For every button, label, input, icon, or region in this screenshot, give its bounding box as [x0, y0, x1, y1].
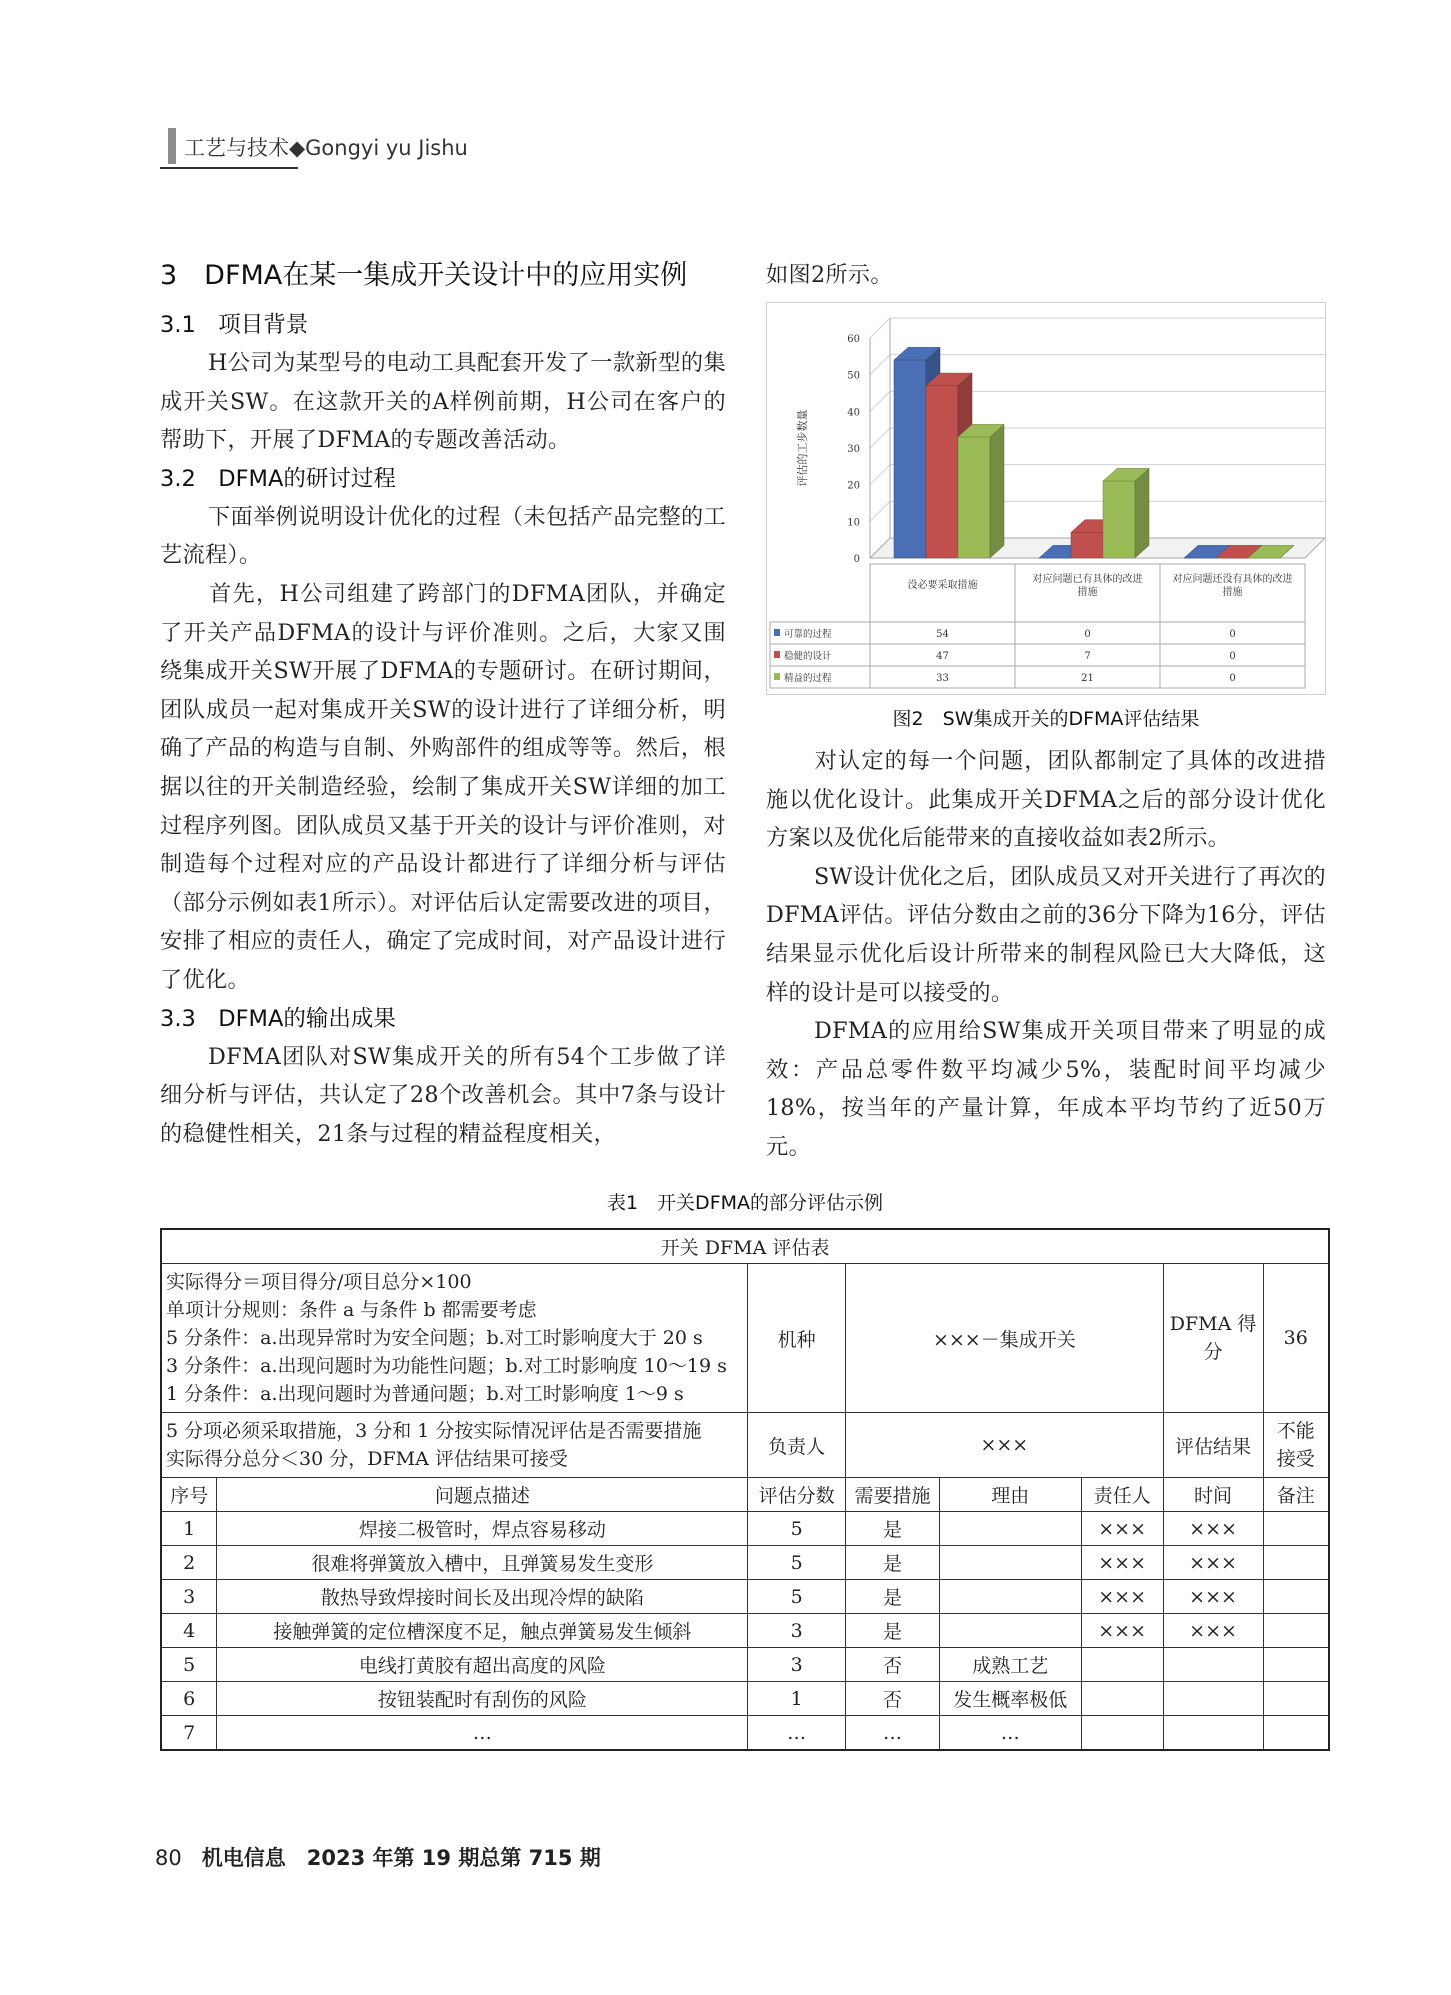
table-cell: 否 [846, 1682, 940, 1716]
left-column [160, 256, 726, 1153]
table-cell [1081, 1648, 1163, 1682]
result-label: 评估结果 [1163, 1413, 1263, 1478]
table-cell: ××× [1163, 1614, 1263, 1648]
table-caption: 表1 开关DFMA的部分评估示例 [606, 1192, 884, 1214]
table-row [161, 1546, 1329, 1580]
data-value-label: 54 [936, 629, 949, 640]
dfma-table [160, 1228, 1330, 1751]
bar [926, 386, 958, 558]
bar [958, 437, 990, 558]
legend-label: 稳健的设计 [784, 651, 832, 662]
model-value: ×××－集成开关 [846, 1264, 1164, 1413]
data-value-label: 0 [1229, 651, 1236, 662]
table-cell: 5 [161, 1648, 217, 1682]
score-label: DFMA 得分 [1163, 1264, 1263, 1413]
running-header [160, 128, 1330, 168]
page-footer [155, 1842, 601, 1872]
table-cell: 按钮装配时有刮伤的风险 [217, 1682, 748, 1716]
table-cell [939, 1546, 1081, 1580]
rule-line: 实际得分＝项目得分/项目总分×100 [166, 1271, 472, 1293]
category-label: 没必要采取措施 [907, 580, 978, 591]
category-label: 对应问题还没有具体的改进 [1172, 574, 1293, 585]
bar-side [990, 424, 1004, 558]
result-value: 不能接受 [1263, 1413, 1329, 1478]
paragraph-3-2-a: 下面举例说明设计优化的过程（未包括产品完整的工艺流程）。 [160, 503, 726, 569]
y-tick-label: 40 [847, 407, 860, 419]
table-cell [1263, 1546, 1329, 1580]
table-cell: 接触弹簧的定位槽深度不足，触点弹簧易发生倾斜 [217, 1614, 748, 1648]
model-label: 机种 [748, 1264, 846, 1413]
assessment-notes [161, 1413, 748, 1478]
table-cell: 1 [748, 1682, 846, 1716]
table-cell: 1 [161, 1512, 217, 1546]
table-cell: 很难将弹簧放入槽中，且弹簧易发生变形 [217, 1546, 748, 1580]
table-cell [1263, 1682, 1329, 1716]
table-cell: 2 [161, 1546, 217, 1580]
note-line: 5 分项必须采取措施，3 分和 1 分按实际情况评估是否需要措施 [166, 1420, 702, 1442]
rule-line: 3 分条件：a.出现问题时为功能性问题；b.对工时影响度 10～19 s [166, 1355, 727, 1377]
subsection-3-3-title: 3.3 DFMA的输出成果 [160, 1005, 396, 1032]
legend-swatch [774, 651, 780, 658]
data-value-label: 33 [936, 673, 949, 684]
table-cell: ××× [1163, 1512, 1263, 1546]
table-cell: ××× [1163, 1546, 1263, 1580]
owner-value: ××× [846, 1413, 1164, 1478]
table-cell: 发生概率极低 [939, 1682, 1081, 1716]
table-cell: ××× [1081, 1512, 1163, 1546]
col-header: 备注 [1263, 1478, 1329, 1512]
table-cell [1263, 1648, 1329, 1682]
table-cell: 焊接二极管时，焊点容易移动 [217, 1512, 748, 1546]
col-header: 时间 [1163, 1478, 1263, 1512]
table-cell: 7 [161, 1716, 217, 1751]
table-cell [939, 1580, 1081, 1614]
note-line: 实际得分总分＜30 分，DFMA 评估结果可接受 [166, 1448, 568, 1470]
page-number: 80 [155, 1846, 182, 1870]
header-text: 工艺与技术◆Gongyi yu Jishu [184, 136, 468, 160]
bar [894, 360, 926, 558]
paragraph-figure-ref: 如图2所示。 [766, 262, 893, 288]
header-bar [168, 128, 176, 164]
table-cell: 5 [748, 1580, 846, 1614]
table-row [161, 1716, 1329, 1751]
table-cell: 是 [846, 1546, 940, 1580]
table-cell: … [939, 1716, 1081, 1751]
col-header: 序号 [161, 1478, 217, 1512]
score-value: 36 [1263, 1264, 1329, 1413]
y-tick-label: 50 [847, 370, 860, 382]
section-title: 3 DFMA在某一集成开关设计中的应用实例 [160, 260, 688, 291]
bar-chart [766, 302, 1326, 695]
table-cell [1163, 1648, 1263, 1682]
table-title: 开关 DFMA 评估表 [161, 1229, 1329, 1264]
table-cell: 电线打黄胶有超出高度的风险 [217, 1648, 748, 1682]
table-cell [939, 1614, 1081, 1648]
table-cell [1081, 1716, 1163, 1751]
y-tick-label: 60 [847, 334, 860, 345]
header-rule [160, 167, 298, 169]
subsection-3-2-title: 3.2 DFMA的研讨过程 [160, 465, 396, 492]
right-column-bottom [766, 742, 1326, 1167]
table-cell: ××× [1081, 1546, 1163, 1580]
table-cell: ××× [1081, 1614, 1163, 1648]
bar-side [1135, 468, 1149, 558]
table-cell: 3 [748, 1648, 846, 1682]
table-row [161, 1682, 1329, 1716]
table-cell: … [846, 1716, 940, 1751]
table-cell [939, 1512, 1081, 1546]
paragraph-results: DFMA的应用给SW集成开关项目带来了明显的成效：产品总零件数平均减少5%，装配时间平均减少18%，按当年的产量计算，年成本平均节约了近50万元。 [766, 1018, 1326, 1160]
table-cell: ××× [1081, 1580, 1163, 1614]
col-header: 责任人 [1081, 1478, 1163, 1512]
legend-label: 精益的过程 [784, 673, 832, 684]
table-cell: 3 [748, 1614, 846, 1648]
table-cell: 6 [161, 1682, 217, 1716]
col-header: 问题点描述 [217, 1478, 748, 1512]
chart-frame [767, 303, 1326, 695]
table-cell: ××× [1163, 1580, 1263, 1614]
table-row [161, 1512, 1329, 1546]
paragraph-improvement: 对认定的每一个问题，团队都制定了具体的改进措施以优化设计。此集成开关DFMA之后的部分设计优化方案以及优化后能带来的直接收益如表2所示。 [766, 748, 1326, 852]
figure-caption: 图2 SW集成开关的DFMA评估结果 [892, 708, 1200, 730]
table-cell [1263, 1614, 1329, 1648]
rule-line: 5 分条件：a.出现异常时为安全问题；b.对工时影响度大于 20 s [166, 1327, 703, 1349]
table-row [161, 1648, 1329, 1682]
y-tick-label: 10 [847, 517, 860, 529]
table-cell: 4 [161, 1614, 217, 1648]
paragraph-3-1: H公司为某型号的电动工具配套开发了一款新型的集成开关SW。在这款开关的A样例前期，H公司在客户的帮助下，开展了DFMA的专题改善活动。 [160, 350, 726, 454]
col-header: 需要措施 [846, 1478, 940, 1512]
table-cell [1081, 1682, 1163, 1716]
y-tick-label: 0 [853, 554, 860, 565]
category-label: 对应问题已有具体的改进 [1032, 574, 1143, 585]
table-row [161, 1614, 1329, 1648]
legend-swatch [774, 673, 780, 680]
category-label: 措施 [1077, 587, 1098, 598]
col-header: 评估分数 [748, 1478, 846, 1512]
table-cell: … [748, 1716, 846, 1751]
paragraph-3-2-b: 首先，H公司组建了跨部门的DFMA团队，并确定了开关产品DFMA的设计与评价准则。之后，大家又围绕集成开关SW开展了DFMA的专题研讨。在研讨期间，团队成员一起对集成开关SW的设计进行了详细分析，明确了产品的构造与自制、外购部件的组成等等。然后，根据以往的开关制造经验，绘制了集成开关SW详细的加工过程序列图。团队成员又基于开关的设计与评价准则，对制造每个过程对应的产品设计都进行了详细分析与评估（部分示例如表1所示）。对评估后认定需要改进的项目，安排了相应的责任人，确定了完成时间，对产品设计进行了优化。 [160, 580, 726, 993]
table-cell: 是 [846, 1614, 940, 1648]
category-label: 措施 [1222, 587, 1243, 598]
table-cell [1163, 1716, 1263, 1751]
journal-info: 机电信息 2023 年第 19 期总第 715 期 [201, 1846, 601, 1870]
data-value-label: 47 [936, 651, 949, 662]
rule-line: 1 分条件：a.出现问题时为普通问题；b.对工时影响度 1～9 s [166, 1383, 684, 1405]
table-cell: 散热导致焊接时间长及出现冷焊的缺陷 [217, 1580, 748, 1614]
bar [1071, 532, 1103, 558]
table-header-row [161, 1478, 1329, 1512]
y-tick-label: 30 [847, 444, 860, 455]
table-cell [1263, 1580, 1329, 1614]
table-cell [1163, 1682, 1263, 1716]
table-cell: 否 [846, 1648, 940, 1682]
scoring-rules [161, 1264, 748, 1413]
right-column-top [766, 256, 1326, 296]
table-cell: 5 [748, 1512, 846, 1546]
rule-line: 单项计分规则：条件 a 与条件 b 都需要考虑 [166, 1299, 537, 1321]
table-cell [1263, 1716, 1329, 1751]
data-value-label: 0 [1229, 673, 1236, 684]
data-value-label: 0 [1084, 629, 1091, 640]
y-axis-title: 评估的工步数量 [796, 409, 809, 487]
table-cell: 成熟工艺 [939, 1648, 1081, 1682]
legend-label: 可靠的过程 [784, 629, 832, 640]
table-cell: 是 [846, 1580, 940, 1614]
data-value-label: 21 [1081, 673, 1094, 684]
table-cell: 是 [846, 1512, 940, 1546]
y-tick-label: 20 [847, 480, 860, 492]
bar [1103, 481, 1135, 558]
table-cell: … [217, 1716, 748, 1751]
table-cell: 5 [748, 1546, 846, 1580]
owner-label: 负责人 [748, 1413, 846, 1478]
paragraph-reassessment: SW设计优化之后，团队成员又对开关进行了再次的DFMA评估。评估分数由之前的36分下降为16分，评估结果显示优化后设计所带来的制程风险已大大降低，这样的设计是可以接受的。 [766, 863, 1326, 1006]
col-header: 理由 [939, 1478, 1081, 1512]
table-row [161, 1580, 1329, 1614]
table-cell: 3 [161, 1580, 217, 1614]
legend-swatch [774, 629, 780, 636]
subsection-3-1-title: 3.1 项目背景 [160, 312, 309, 338]
table-cell [1263, 1512, 1329, 1546]
data-value-label: 0 [1229, 629, 1236, 640]
data-value-label: 7 [1084, 651, 1091, 662]
paragraph-3-3: DFMA团队对SW集成开关的所有54个工步做了详细分析与评估，共认定了28个改善机会。其中7条与设计的稳健性相关，21条与过程的精益程度相关， [160, 1043, 726, 1147]
